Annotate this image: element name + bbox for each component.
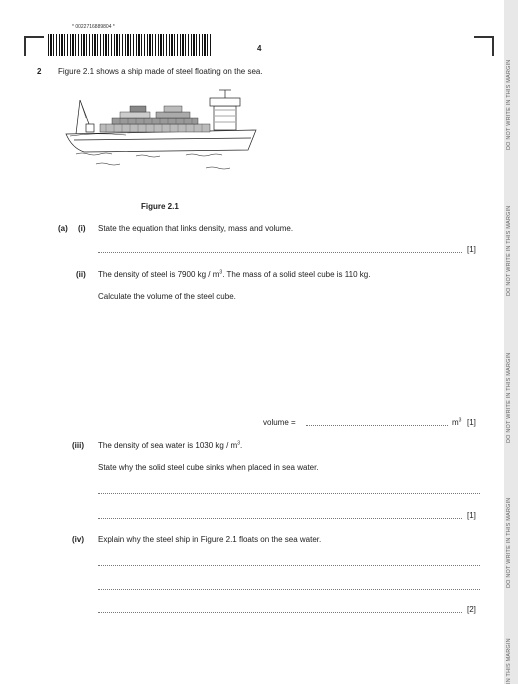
part-ii-question: The density of steel is 7900 kg / $m^3$. The mass of a solid steel cube is 110 kg. (98, 269, 371, 279)
part-i-label: (i) (78, 224, 86, 233)
part-ii-marks: [1] (467, 418, 476, 427)
part-ii-instruction: Calculate the volume of the steel cube. (98, 292, 236, 301)
part-iii-marks: [1] (467, 511, 476, 520)
part-i-marks: [1] (467, 245, 476, 254)
part-ii-label: (ii) (76, 270, 86, 279)
barcode-number: * 0022716889804 * (72, 24, 115, 30)
corner-mark-right (474, 36, 494, 56)
part-iii-instruction: State why the solid steel cube sinks when placed in sea water. (98, 463, 319, 472)
answer-line-iv-1[interactable] (98, 565, 480, 566)
part-iii-question: The density of sea water is 1030 kg / $m^3$. (98, 440, 243, 450)
margin-warning-2: DO NOT WRITE IN THIS MARGIN (506, 205, 512, 296)
margin-warning-4: DO NOT WRITE IN THIS MARGIN (506, 497, 512, 588)
part-i-question: State the equation that links density, mass and volume. (98, 224, 294, 233)
part-iv-question: Explain why the steel ship in Figure 2.1 floats on the sea water. (98, 535, 322, 544)
corner-mark-left (24, 36, 44, 56)
answer-line-iv-2[interactable] (98, 589, 480, 590)
margin-warning-5: IN THIS MARGIN (506, 638, 512, 684)
part-a-label: (a) (58, 224, 68, 233)
question-intro: Figure 2.1 shows a ship made of steel floating on the sea. (58, 67, 263, 76)
part-iv-marks: [2] (467, 605, 476, 614)
margin-warning-1: DO NOT WRITE IN THIS MARGIN (506, 59, 512, 150)
answer-line-iii-2[interactable] (98, 518, 462, 519)
volume-answer-line[interactable] (306, 425, 448, 426)
part-iv-label: (iv) (72, 535, 84, 544)
barcode (48, 34, 213, 56)
page-number: 4 (257, 44, 262, 53)
answer-line-i[interactable] (98, 252, 462, 253)
figure-caption: Figure 2.1 (141, 202, 179, 211)
answer-line-iii-1[interactable] (98, 493, 480, 494)
ship-illustration (56, 88, 271, 174)
volume-unit: $m^3$ (452, 417, 462, 427)
margin-warning-3: DO NOT WRITE IN THIS MARGIN (506, 352, 512, 443)
volume-label: volume = (263, 418, 296, 427)
answer-line-iv-3[interactable] (98, 612, 462, 613)
part-iii-label: (iii) (72, 441, 84, 450)
question-number: 2 (37, 67, 42, 76)
